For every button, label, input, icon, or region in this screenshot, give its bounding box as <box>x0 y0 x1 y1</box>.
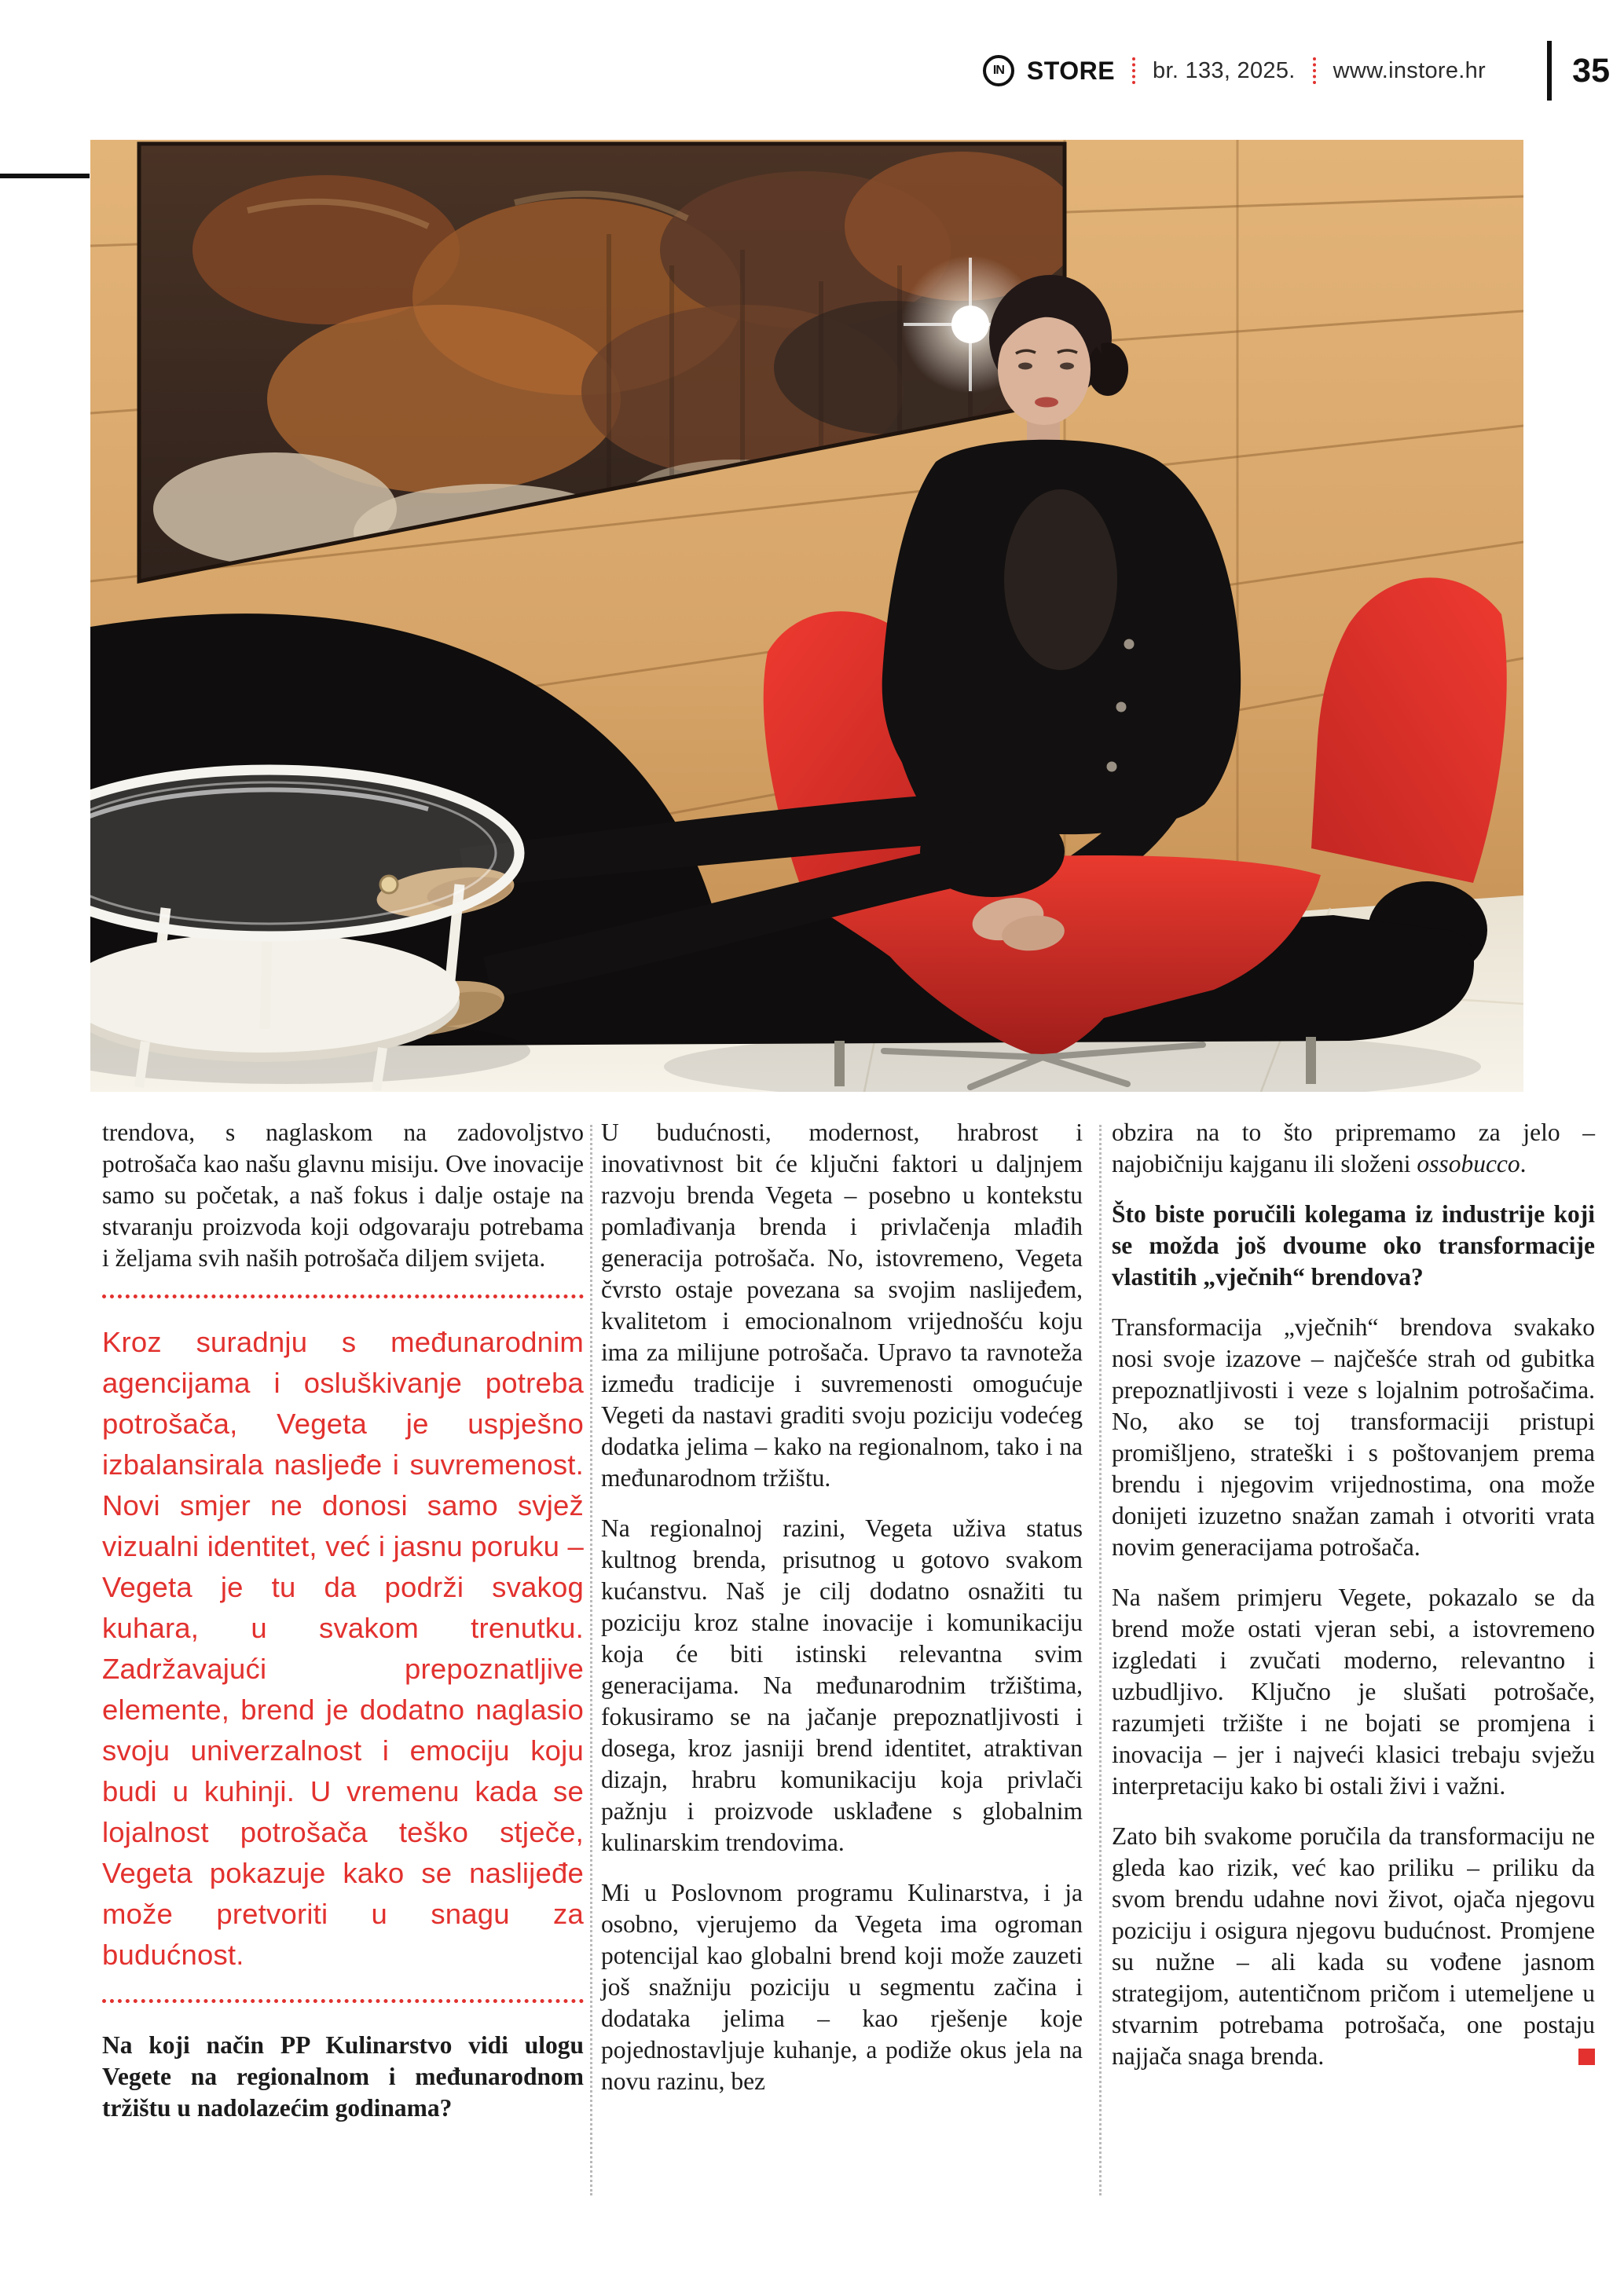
paragraph-text: Zato bih svakome poručila da transformaciju ne gleda kao rizik, već kao priliku – priliku da svom brendu udahne novi život, ojača njegovu poziciju i osigura njegovu budućnost. Promjene su nužne – ali kada su vođene jasnom strategijom, autentičnom pričom i utemeljene u stvarnim potrebama potrošača, one postaju najjača snaga brenda. <box>1112 1822 1595 2070</box>
header-divider-bar <box>1547 41 1552 101</box>
end-of-article-marker <box>1578 2049 1595 2065</box>
paragraph-text: obzira na to što pripremamo za jelo – najobičniju kajganu ili složeni <box>1112 1119 1595 1177</box>
body-paragraph <box>1112 1117 1595 1180</box>
column-3 <box>1112 1117 1595 2091</box>
interview-question: Na koji način PP Kulinarstvo vidi ulogu Vegete na regionalnom i međunarodnom tržištu u nadolazećim godinama? <box>102 2031 584 2122</box>
body-paragraph: Na regionalnoj razini, Vegeta uživa status kultnog brenda, prisutnog u gotovo svakom kućanstvu. Naš je cilj dodatno osnažiti tu poziciju kroz stalne inovacije i komunikaciju koja će biti istinski relevantna svim generacijama. Na međunarodnim tržištima, fokusiramo se na jačanje prepoznatljivosti i dosega, kroz jasniji brend identitet, atraktivan dizajn, hrabru komunikaciju koja privlači pažnju i proizvode usklađene s globalnim kulinarskim trendovima. <box>601 1514 1083 1856</box>
pullquote-top-rule <box>102 1294 584 1298</box>
column-2 <box>601 1117 1083 2116</box>
body-paragraph: Transformacija „vječnih“ brendova svakako nosi svoje izazove – najčešće strah od gubitka prepoznatljivosti i veze s lojalnim potrošačima. No, ako se toj transformaciji pristupi promišljeno, strateški i s poštovanjem prema brendu i njegovim vrijednostima, ona može donijeti izuzetno snažan zamah i otvoriti vrata novim generacijama potrošača. <box>1112 1313 1595 1561</box>
page-number-block <box>1547 41 1610 101</box>
interview-question: Što biste poručili kolegama iz industrije koji se možda još dvoume oko transformacije vlastitih „vječnih“ brendova? <box>1112 1200 1595 1291</box>
body-paragraph: Mi u Poslovnom programu Kulinarstva, i ja osobno, vjerujemo da Vegeta ima ogroman potencijal kao globalni brend koji može zauzeti još snažniju poziciju u segmentu začina i dodataka jelima – kao rješenje koje pojednostavljuje kuhanje, a podiže okus jela na novu razinu, bez <box>601 1879 1083 2095</box>
page-header <box>983 55 1486 86</box>
interview-photo <box>90 140 1523 1092</box>
column-1 <box>102 1117 584 2124</box>
pullquote-bottom-rule <box>102 1999 584 2003</box>
body-paragraph: U budućnosti, modernost, hrabrost i inovativnost bit će ključni faktori u daljnjem razvoju brenda Vegeta – posebno u kontekstu pomlađivanja brenda i privlačenja mlađih generacija potrošača. No, istovremeno, Vegeta čvrsto ostaje povezana sa svojim naslijeđem, kvalitetom i emocionalnom vrijednošću koju ima za milijune potrošača. Upravo ta ravnoteža između tradicije i suvremenosti omogućuje Vegeti da nastavi graditi svoju poziciju vodećeg dodatka jelima – kako na regionalnom, tako i na međunarodnom tržištu. <box>601 1119 1083 1492</box>
header-dotted-separator-icon <box>1313 57 1316 84</box>
paragraph-text: . <box>1520 1150 1527 1177</box>
margin-tick <box>0 174 90 178</box>
issue-number: br. 133, 2025. <box>1153 57 1296 83</box>
header-dotted-separator-icon <box>1132 57 1135 84</box>
column-divider <box>590 1125 592 2195</box>
pull-quote: Kroz suradnju s međunarodnim agencijama i osluškivanje potreba potrošača, Vegeta je uspješno izbalansirala nasljeđe i suvremenost. Novi smjer ne donosi samo svjež vizualni identitet, već i jasnu poruku – Vegeta je tu da podrži svakog kuhara, u svakom trenutku. Zadržavajući prepoznatljive elemente, brend je dodatno naglasio svoju univerzalnost i emociju koju budi u kuhinji. U vremenu kada se lojalnost potrošača teško stječe, Vegeta pokazuje kako se naslijeđe može pretvoriti u snagu za budućnost. <box>102 1326 584 1971</box>
italic-term: ossobucco <box>1417 1150 1520 1177</box>
instore-logo-icon <box>983 55 1014 86</box>
website-url: www.instore.hr <box>1333 57 1486 83</box>
body-paragraph <box>1112 1821 1595 2072</box>
page-number: 35 <box>1572 51 1610 90</box>
logo-store-text: STORE <box>1026 56 1116 85</box>
column-divider <box>1099 1125 1102 2195</box>
body-paragraph: trendova, s naglaskom na zadovoljstvo potrošača kao našu glavnu misiju. Ove inovacije samo su početak, a naš fokus i dalje ostaje na stvaranju proizvoda koji odgovaraju potrebama i željama svih naših potrošača diljem svijeta. <box>102 1119 584 1272</box>
logo-in-text: IN <box>992 64 1004 77</box>
body-paragraph: Na našem primjeru Vegete, pokazalo se da brend može ostati vjeran sebi, a istovremeno izgledati i zvučati moderno, relevantno i uzbudljivo. Ključno je slušati potrošače, razumjeti tržište i ne bojati se promjena i inovacija – jer i najveći klasici trebaju svježu interpretaciju kako bi ostali živi i važni. <box>1112 1584 1595 1800</box>
